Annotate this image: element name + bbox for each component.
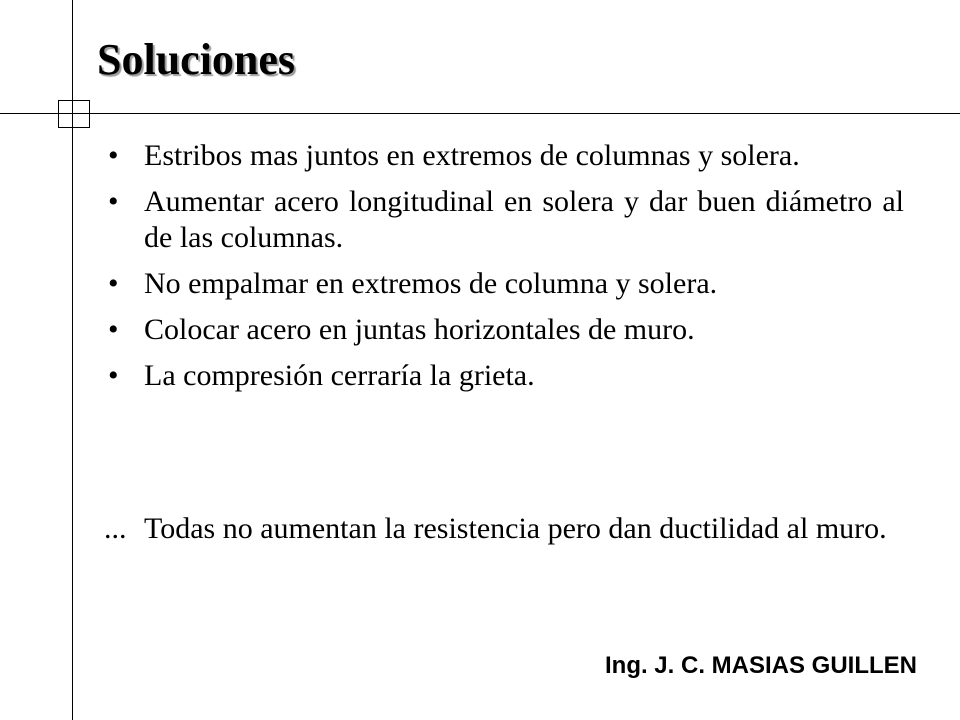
corner-box-ornament (58, 100, 90, 128)
author-footer: Ing. J. C. MASIAS GUILLEN (604, 652, 917, 679)
horizontal-rule (0, 113, 960, 114)
closing-paragraph (104, 511, 904, 547)
bullet-dot: • (108, 313, 119, 346)
bullet-item (104, 312, 904, 348)
bullet-dot: • (108, 139, 119, 172)
closing-text: Todas no aumentan la resistencia pero dan ductilidad al muro. (144, 512, 887, 545)
bullet-dot: • (108, 185, 119, 218)
bullet-text: No empalmar en extremos de columna y solera. (144, 267, 718, 300)
bullet-item (104, 138, 904, 174)
bullet-text: Aumentar acero longitudinal en solera y dar buen diámetro al de las columnas. (144, 185, 904, 254)
bullet-dot: • (108, 267, 119, 300)
bullet-item (104, 266, 904, 302)
bullet-dot: • (108, 359, 119, 392)
bullet-text: Estribos mas juntos en extremos de columnas y solera. (144, 139, 800, 172)
bullet-item (104, 358, 904, 394)
bullet-text: La compresión cerraría la grieta. (144, 359, 535, 392)
slide-title: Soluciones (97, 35, 296, 84)
bullet-text: Colocar acero en juntas horizontales de muro. (144, 313, 695, 346)
closing-ellipsis: ... (104, 512, 127, 545)
bullet-list (104, 138, 904, 404)
bullet-item (104, 184, 904, 256)
